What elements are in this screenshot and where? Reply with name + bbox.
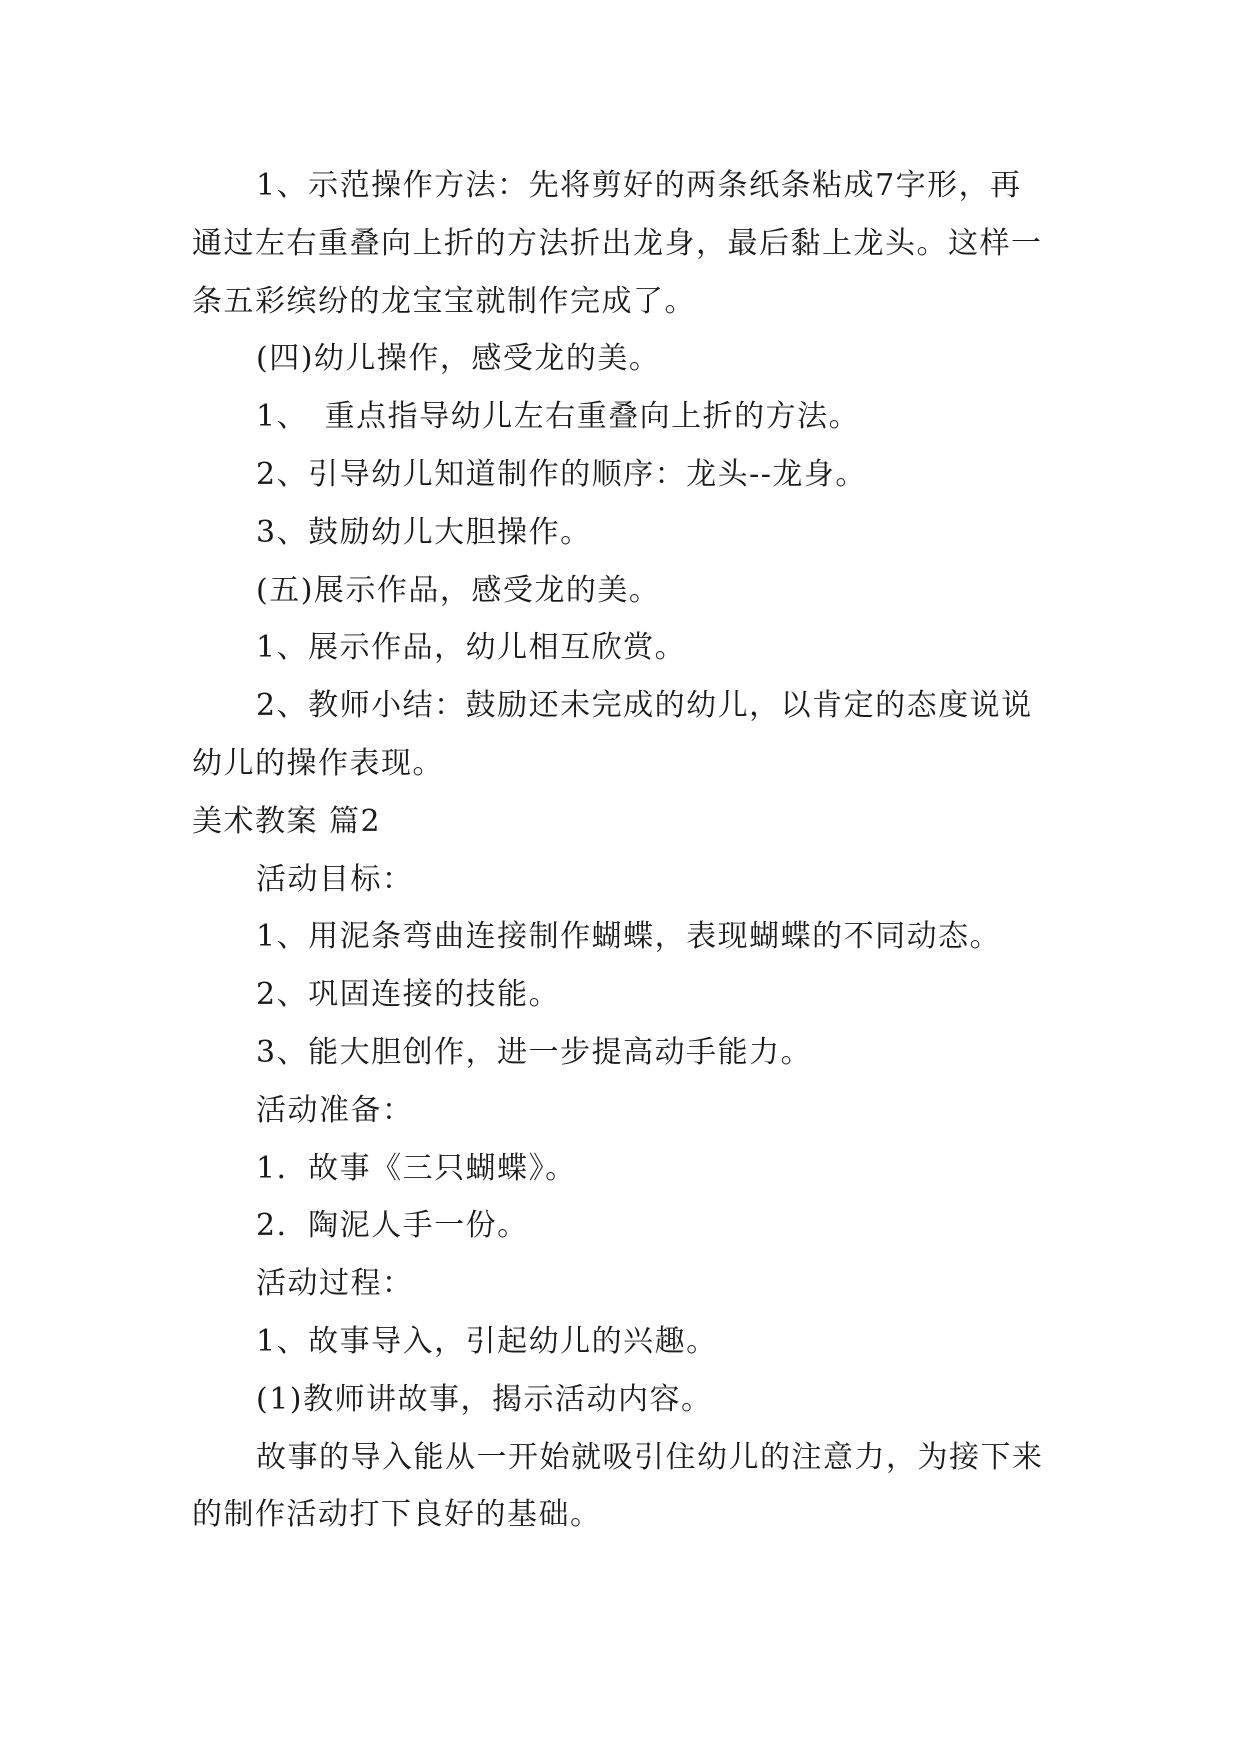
paragraph-process-1a: (1)教师讲故事，揭示活动内容。 — [256, 1381, 713, 1417]
paragraph-teacher-summary: 2、教师小结：鼓励还未完成的幼儿，以肯定的态度说说幼儿的操作表现。 — [192, 688, 1033, 781]
paragraph-goal-2: 2、巩固连接的技能。 — [256, 977, 561, 1013]
lesson-plan-title: 美术教案 篇2 — [192, 803, 382, 839]
paragraph-process-1: 1、故事导入，引起幼儿的兴趣。 — [256, 1323, 718, 1359]
paragraph-prep-1: 1．故事《三只蝴蝶》。 — [256, 1150, 577, 1186]
paragraph-goal-1: 1、用泥条弯曲连接制作蝴蝶，表现蝴蝶的不同动态。 — [256, 919, 1002, 955]
document-body — [192, 157, 1052, 1544]
paragraph-section-four: (四)幼儿操作，感受龙的美。 — [256, 341, 661, 377]
paragraph-step-demo: 1、示范操作方法：先将剪好的两条纸条粘成7字形，再通过左右重叠向上折的方法折出龙身，最后黏上龙头。这样一条五彩缤纷的龙宝宝就制作完成了。 — [192, 168, 1043, 319]
paragraph-section-five: (五)展示作品，感受龙的美。 — [256, 572, 661, 608]
paragraph-show-works: 1、展示作品，幼儿相互欣赏。 — [256, 630, 687, 666]
paragraph-story-note: 故事的导入能从一开始就吸引住幼儿的注意力，为接下来的制作活动打下良好的基础。 — [192, 1439, 1044, 1533]
paragraph-prep-heading: 活动准备： — [256, 1092, 414, 1128]
paragraph-process-heading: 活动过程： — [256, 1266, 414, 1302]
paragraph-encourage: 3、鼓励幼儿大胆操作。 — [256, 514, 592, 550]
paragraph-guide-fold: 1、 重点指导幼儿左右重叠向上折的方法。 — [256, 399, 861, 435]
paragraph-goals-heading: 活动目标： — [256, 861, 414, 897]
paragraph-prep-2: 2．陶泥人手一份。 — [256, 1208, 529, 1244]
paragraph-order: 2、引导幼儿知道制作的顺序：龙头--龙身。 — [256, 456, 867, 492]
paragraph-goal-3: 3、能大胆创作，进一步提高动手能力。 — [256, 1034, 813, 1070]
